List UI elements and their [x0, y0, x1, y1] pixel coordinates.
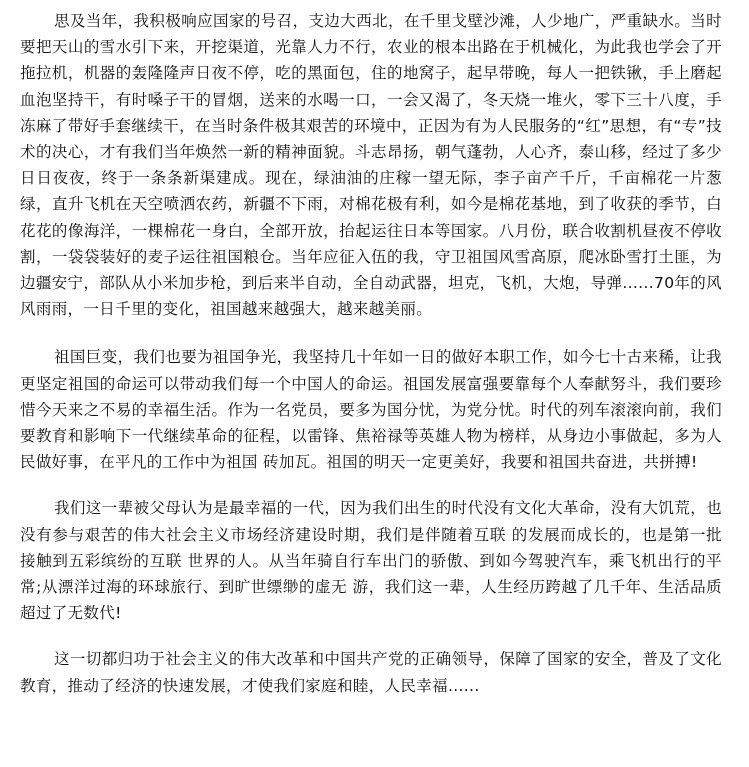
paragraph-1: 思及当年，我积极响应国家的号召，支边大西北，在千里戈壁沙滩，人少地广，严重缺水。当时要把天山的雪水引下来，开挖渠道，光靠人力不行，农业的根本出路在于机械化，为此我也学会了开拖拉机，机器的轰隆隆声日夜不停，吃的黑面包，住的地窝子，起早带晚，每人一把铁锹，手上磨起血泡坚持干，有时嗓子干的冒烟，送来的水喝一口，一会又渴了，冬天烧一堆火，零下三十八度，手冻麻了带好手套继续干，在当时条件极其艰苦的环境中，正因为有为人民服务的“红”思想，有“专”技术的决心，才有我们当年焕然一新的精神面貌。斗志昂扬，朝气蓬勃，人心齐，泰山移，经过了多少日日夜夜，终于一条条新渠建成。现在，绿油油的庄稼一望无际，李子亩产千斤，千亩棉花一片葱绿，直升飞机在天空喷洒农药，新疆不下雨，对棉花极有利，如今是棉花基地，到了收获的季节，白花花的像海洋，一棵棉花一身白，全部开放，抬起运往日本等国家。八月份，联合收割机昼夜不停收割，一袋袋装好的麦子运往祖国粮仓。当年应征入伍的我，守卫祖国风雪高原，爬冰卧雪打土匪，为边疆安宁，部队从小米加步枪，到后来半自动，全自动武器，坦克，飞机，大炮，导弹......70年的风风雨雨，一日千里的变化，祖国越来越强大，越来越美丽。 [20, 12, 722, 319]
document-body [20, 0, 722, 699]
paragraph-2: 祖国巨变，我们也要为祖国争光，我坚持几十年如一日的做好本职工作，如今七十古来稀，让我更坚定祖国的命运可以带动我们每一个中国人的命运。祖国发展富强要靠每个人奉献努斗，我们要珍惜今天来之不易的幸福生活。作为一名党员，要多为国分忧，为党分忧。时代的列车滚滚向前，我们要教育和影响下一代继续革命的征程，以雷锋、焦裕禄等英雄人物为榜样，从身边小事做起，多为人民做好事，在平凡的工作中为祖国 砖加瓦。祖国的明天一定更美好，我要和祖国共奋进，共拼搏! [20, 348, 722, 472]
paragraph-4: 这一切都归功于社会主义的伟大改革和中国共产党的正确领导，保障了国家的安全，普及了文化教育，推动了经济的快速发展，才使我们家庭和睦，人民幸福...... [20, 650, 722, 695]
paragraph-3: 我们这一辈被父母认为是最幸福的一代，因为我们出生的时代没有文化大革命，没有大饥荒，也没有参与艰苦的伟大社会主义市场经济建设时期，我们是伴随着互联 的发展而成长的，也是第一批接触到五彩缤纷的互联 世界的人。从当年骑自行车出门的骄傲、到如今驾驶汽车，乘飞机出行的平常;从漂洋过海的环球旅行、到旷世缥缈的虚无 游，我们这一辈，人生经历跨越了几千年、生活品质超过了无数代! [20, 499, 722, 623]
